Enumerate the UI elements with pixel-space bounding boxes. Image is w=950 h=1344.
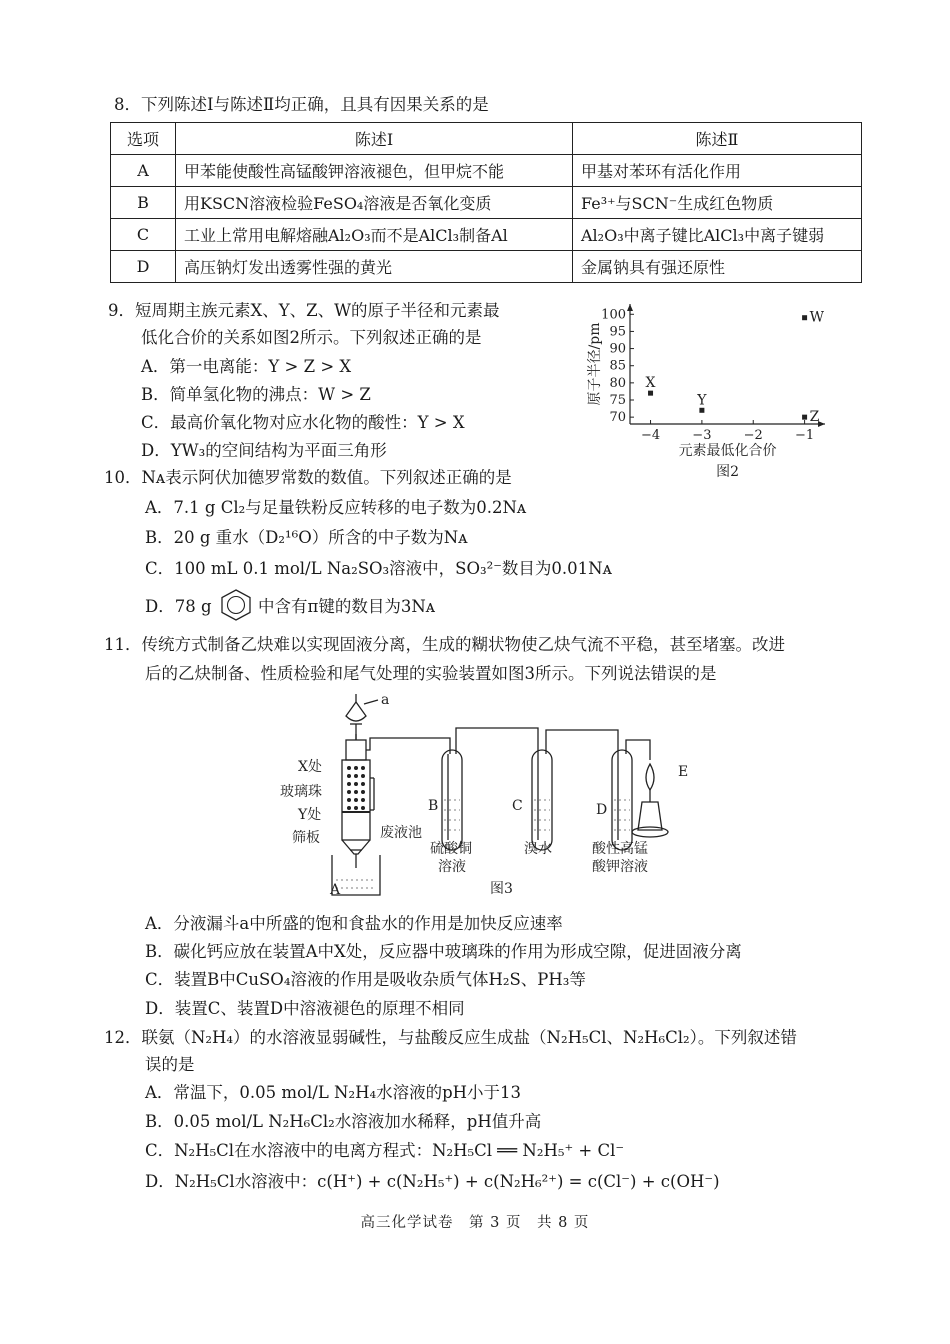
- row-statement-1: 甲苯能使酸性高锰酸钾溶液褪色，但甲烷不能: [176, 155, 573, 187]
- q12-stem-line1: 12．联氨（N₂H₄）的水溶液显弱碱性，与盐酸反应生成盐（N₂H₅Cl、N₂H₆Cl₂）。下列叙述错: [104, 1028, 797, 1047]
- q12-option-a: A．常温下，0.05 mol/L N₂H₄水溶液的pH小于13: [145, 1083, 522, 1102]
- label-b-liquid-2: 溶液: [438, 859, 466, 875]
- row-statement-1: 用KSCN溶液检验FeSO₄溶液是否氧化变质: [176, 187, 573, 219]
- header-statement-2: 陈述Ⅱ: [573, 123, 862, 155]
- label-c-liquid: 溴水: [524, 841, 552, 857]
- label-x: X处: [298, 759, 322, 775]
- benzene-icon: [218, 588, 254, 622]
- q10-option-b: B．20 g 重水（D₂¹⁶O）所含的中子数为Nᴀ: [145, 528, 468, 547]
- label-a: a: [381, 692, 390, 708]
- point-label: X: [645, 375, 656, 392]
- q11-stem-line1: 11．传统方式制备乙炔难以实现固液分离，生成的糊状物使乙炔气流不平稳，甚至堵塞。改进: [104, 635, 785, 654]
- separatory-funnel: [346, 702, 366, 721]
- q9-option-c: C．最高价氧化物对应水化物的酸性：Y > X: [141, 413, 465, 432]
- data-point: [699, 408, 704, 413]
- table-header-row: [111, 123, 862, 155]
- chart-title: 图2: [716, 464, 740, 480]
- q9-option-a: A．第一电离能：Y > Z > X: [141, 357, 352, 376]
- x-axis-label: 元素最低化合价: [678, 443, 777, 459]
- label-d-liquid-2: 酸钾溶液: [592, 859, 648, 875]
- q9-option-b: B．简单氢化物的沸点：W > Z: [141, 385, 371, 404]
- point-label: Z: [809, 409, 820, 426]
- y-tick-label: 100: [601, 307, 626, 323]
- row-option: D: [111, 251, 176, 283]
- data-point: [648, 391, 653, 396]
- row-option: C: [111, 219, 176, 251]
- y-tick-label: 95: [609, 324, 626, 340]
- q12-stem-line2: 误的是: [145, 1055, 195, 1074]
- row-statement-2: 金属钠具有强还原性: [573, 251, 862, 283]
- q10-stem: 10．Nᴀ表示阿伏加德罗常数的数值。下列叙述正确的是: [104, 468, 512, 487]
- y-axis-arrow: [627, 304, 633, 311]
- table-row: [111, 251, 862, 283]
- data-point: [802, 315, 807, 320]
- label-y: Y处: [298, 807, 322, 823]
- row-statement-1: 高压钠灯发出透雾性强的黄光: [176, 251, 573, 283]
- row-option: A: [111, 155, 176, 187]
- q12-option-d: D．N₂H₅Cl水溶液中：c(H⁺) + c(N₂H₅⁺) + c(N₂H₆²⁺) = c(Cl⁻) + c(OH⁻): [145, 1172, 720, 1191]
- q8-table: [110, 122, 862, 283]
- row-statement-2: Al₂O₃中离子键比AlCl₃中离子键弱: [573, 219, 862, 251]
- label-b-liquid-1: 硫酸铜: [430, 841, 472, 857]
- figure-3-apparatus: [270, 690, 720, 905]
- page-footer: 高三化学试卷 第 3 页 共 8 页: [360, 1215, 590, 1231]
- row-option: B: [111, 187, 176, 219]
- q11-option-d: D．装置C、装置D中溶液褪色的原理不相同: [145, 999, 465, 1018]
- figure-2-chart: [585, 296, 835, 481]
- x-tick-label: −1: [795, 428, 815, 443]
- data-point: [802, 415, 807, 420]
- label-E: E: [678, 764, 689, 780]
- y-tick-label: 85: [609, 358, 626, 374]
- q12-option-b: B．0.05 mol/L N₂H₆Cl₂水溶液加水稀释，pH值升高: [145, 1112, 542, 1131]
- row-statement-2: 甲基对苯环有活化作用: [573, 155, 862, 187]
- point-label: Y: [697, 392, 707, 409]
- y-tick-label: 80: [609, 375, 626, 391]
- table-row: [111, 155, 862, 187]
- q10-option-a: A．7.1 g Cl₂与足量铁粉反应转移的电子数为0.2Nᴀ: [145, 498, 527, 517]
- label-C: C: [512, 798, 523, 814]
- y-tick-label: 70: [609, 410, 626, 426]
- q8-stem: 8．下列陈述Ⅰ与陈述Ⅱ均正确，且具有因果关系的是: [114, 95, 489, 114]
- x-tick-label: −3: [692, 428, 712, 443]
- point-label: W: [809, 309, 824, 326]
- q11-option-a: A．分液漏斗a中所盛的饱和食盐水的作用是加快反应速率: [145, 914, 563, 933]
- flame-icon: [646, 764, 654, 790]
- header-option: 选项: [111, 123, 176, 155]
- q9-option-d: D．YW₃的空间结构为平面三角形: [141, 441, 387, 460]
- q10-option-c: C．100 mL 0.1 mol/L Na₂SO₃溶液中，SO₃²⁻数目为0.01Nᴀ: [145, 559, 612, 578]
- q10-option-d-prefix: D．78 g: [145, 597, 212, 616]
- q11-option-c: C．装置B中CuSO₄溶液的作用是吸收杂质气体H₂S、PH₃等: [145, 970, 586, 989]
- label-B: B: [428, 798, 439, 814]
- q11-option-b: B．碳化钙应放在装置A中X处，反应器中玻璃珠的作用为形成空隙，促进固液分离: [145, 942, 742, 961]
- x-tick-label: −4: [640, 428, 661, 443]
- label-beads: 玻璃珠: [280, 784, 322, 800]
- q11-stem-line2: 后的乙炔制备、性质检验和尾气处理的实验装置如图3所示。下列说法错误的是: [145, 664, 717, 683]
- label-sieve: 筛板: [292, 830, 320, 846]
- table-row: [111, 187, 862, 219]
- y-tick-label: 75: [609, 393, 626, 408]
- figure-3-caption: 图3: [490, 881, 513, 897]
- label-waste: 废液池: [380, 825, 422, 841]
- table-row: [111, 219, 862, 251]
- label-A: A: [330, 882, 341, 898]
- alcohol-lamp: [638, 802, 662, 830]
- y-axis-label: 原子半径/pm: [587, 322, 603, 406]
- x-tick-label: −2: [743, 428, 763, 443]
- label-D: D: [596, 802, 608, 818]
- label-d-liquid-1: 酸性高锰: [592, 841, 648, 857]
- q12-option-c: C．N₂H₅Cl在水溶液中的电离方程式：N₂H₅Cl ══ N₂H₅⁺ + Cl⁻: [145, 1141, 625, 1160]
- q9-stem-line2: 低化合价的关系如图2所示。下列叙述正确的是: [141, 328, 482, 347]
- row-statement-2: Fe³⁺与SCN⁻生成红色物质: [573, 187, 862, 219]
- q10-option-d-suffix: 中含有π键的数目为3Nᴀ: [258, 597, 436, 616]
- q9-stem-line1: 9．短周期主族元素X、Y、Z、W的原子半径和元素最: [108, 301, 500, 320]
- row-statement-1: 工业上常用电解熔融Al₂O₃而不是AlCl₃制备Al: [176, 219, 573, 251]
- y-tick-label: 90: [609, 341, 626, 357]
- header-statement-1: 陈述Ⅰ: [176, 123, 573, 155]
